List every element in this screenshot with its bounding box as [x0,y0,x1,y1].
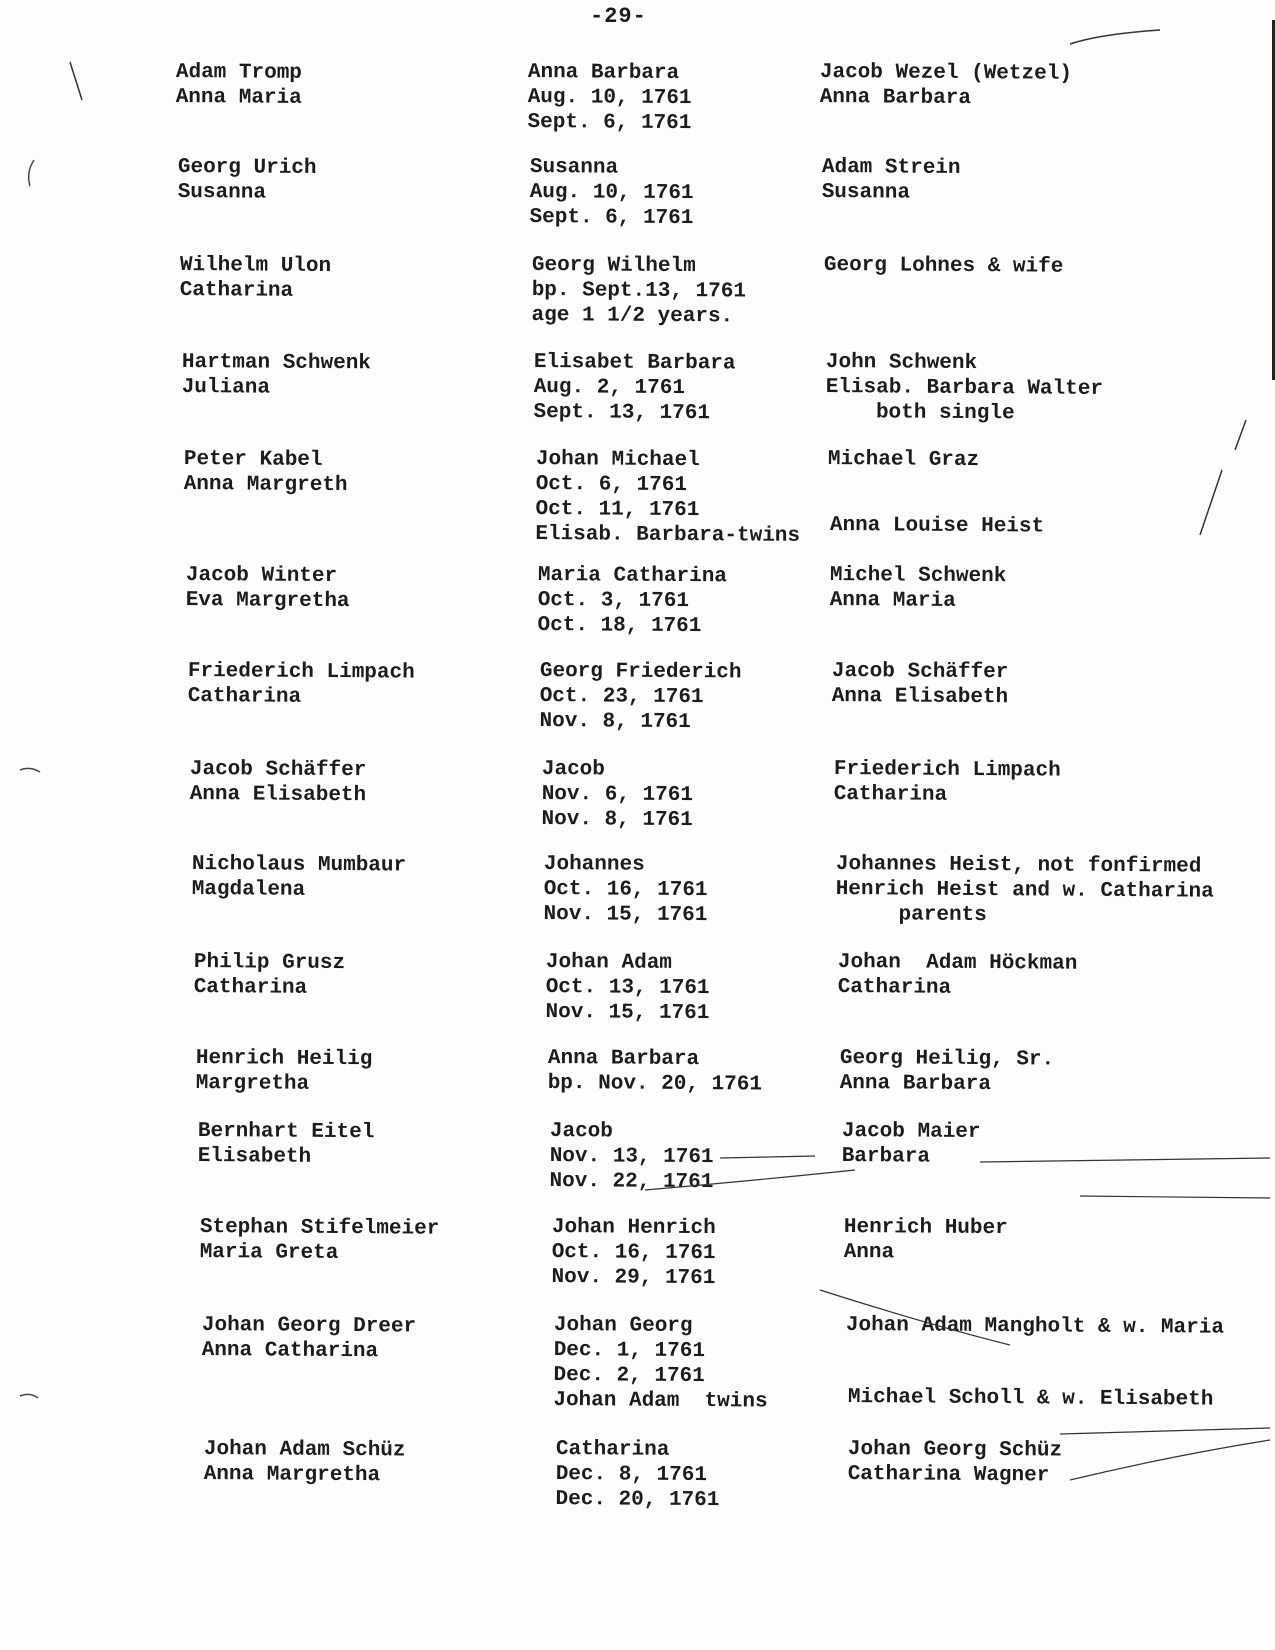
parents-line: Jacob Winter [185,564,338,589]
child-line: Georg Wilhelm [531,253,696,279]
child-line: Johan Georg [553,1314,693,1338]
child-line: Johan Michael [535,447,700,473]
sponsors-line: Anna Barbara [839,1071,992,1097]
sponsors-line: Friederich Limpach [833,758,1061,783]
parents-block [190,757,367,808]
parents-line: Eva Margretha [185,588,350,614]
sponsors-extra: Anna Louise Heist [829,514,1045,539]
child-line: bp. Nov. 20, 1761 [547,1071,763,1097]
child-line: Nov. 15, 1761 [545,1000,710,1026]
child-block [535,447,800,549]
child-line: Aug. 10, 1761 [529,180,694,206]
child-block [545,950,709,1026]
sponsors-line: Anna Elisabeth [831,684,1009,710]
child-line: Dec. 2, 1761 [553,1363,705,1389]
child-line: Dec. 20, 1761 [555,1487,720,1513]
parents-line: Nicholaus Mumbaur [191,853,407,878]
child-block [533,350,735,426]
parents-block [200,1215,440,1267]
child-line: Nov. 8, 1761 [539,709,691,735]
sponsors-block [848,1437,1063,1488]
sponsors-line: Johan Adam Mangholt & w. Maria [845,1314,1225,1340]
child-block [543,852,707,928]
child-block [548,1046,763,1097]
parents-block [198,1119,375,1170]
child-block [549,1119,713,1195]
child-line: Sept. 13, 1761 [533,400,711,426]
child-line: Catharina [555,1438,670,1462]
parents-block [186,563,350,614]
child-block [527,60,691,136]
sponsors-line: Anna Barbara [819,85,972,111]
child-block [541,757,693,833]
parents-block [196,1046,373,1097]
parents-line: Catharina [193,975,308,1000]
parents-line: Wilhelm Ulon [179,253,332,279]
parents-block [202,1313,417,1364]
child-line: Oct. 18, 1761 [537,613,702,639]
sponsors-block [830,563,1007,614]
child-line: Sept. 6, 1761 [527,110,692,136]
sponsors-line: Georg Lohnes & wife [823,253,1064,279]
parents-line: Bernhart Eitel [197,1120,375,1145]
child-line: Jacob [541,758,606,782]
parents-line: Georg Urich [177,155,317,180]
sponsors-line: Anna Maria [829,588,956,613]
sponsors-block [828,447,979,473]
child-line: Oct. 16, 1761 [543,877,708,903]
sponsors-block [840,1046,1055,1097]
parents-block [188,659,415,711]
parents-line: Philip Grusz [193,951,346,976]
child-line: Maria Catharina [537,564,728,589]
child-line: Jacob [549,1120,614,1144]
child-line: Johannes [543,853,645,877]
child-block [539,659,741,735]
child-block [551,1215,715,1291]
child-block [553,1313,768,1414]
parents-block [184,447,348,498]
sponsors-line: John Schwenk [825,350,978,376]
child-line: Nov. 22, 1761 [549,1169,714,1195]
sponsors-block [825,350,1103,427]
child-line: Anna Barbara [547,1047,700,1072]
sponsors-block [842,1119,981,1170]
parents-line: Margretha [195,1071,310,1096]
sponsors-line: both single [825,400,1015,426]
parents-line: Juliana [181,375,271,400]
parents-line: Catharina [179,278,294,303]
child-line: Oct. 23, 1761 [539,684,704,710]
parents-line: Peter Kabel [183,447,323,472]
child-line: Oct. 3, 1761 [537,588,690,614]
parents-line: Anna Margretha [203,1462,381,1488]
parents-line: Elisabeth [197,1144,312,1169]
sponsors-block [844,1215,1008,1266]
child-line: Anna Barbara [527,60,680,86]
sponsors-line: Jacob Schäffer [831,660,1009,685]
child-line: Nov. 15, 1761 [543,902,708,928]
sponsors-line: Michael Graz [827,447,980,473]
sponsors-line: Barbara [841,1144,931,1169]
sponsors-block [824,253,1064,280]
sponsors-line: Jacob Wezel (Wetzel) [819,60,1073,86]
sponsors-block [838,950,1078,1002]
sponsors-line: Johannes Heist, not fonfirmed [835,853,1202,879]
parents-line: Anna Margreth [183,472,348,498]
child-line: Aug. 2, 1761 [533,375,686,401]
child-line: Dec. 1, 1761 [553,1338,706,1364]
child-line: Elisab. Barbara-twins [535,522,801,548]
sponsors-line: Michel Schwenk [829,564,1007,589]
parents-line: Hartman Schwenk [181,350,372,376]
parents-block [176,60,302,111]
parents-line: Anna Maria [175,85,302,110]
sponsors-block [822,155,961,206]
sponsors-line: Jacob Maier [841,1120,981,1144]
sponsors-extra: Michael Scholl & w. Elisabeth [847,1386,1214,1412]
parents-block [180,253,332,304]
sponsors-line: Henrich Heist and w. Catharina [835,877,1214,904]
parents-line: Maria Greta [199,1240,339,1265]
parents-block [192,852,407,903]
child-line: bp. Sept.13, 1761 [531,278,747,304]
parents-line: Adam Tromp [175,60,303,85]
child-line: Aug. 10, 1761 [527,85,692,111]
parents-line: Friederich Limpach [187,660,415,685]
parents-block [204,1437,406,1488]
child-line: Nov. 29, 1761 [551,1265,716,1291]
sponsors-line: Johan Georg Schüz [847,1438,1063,1463]
child-line: Nov. 6, 1761 [541,782,694,808]
sponsors-line: Johan Adam Höckman [837,951,1078,976]
parents-line: Anna Catharina [201,1338,379,1364]
sponsors-block [835,852,1214,930]
child-line: Johan Adam twins [553,1388,768,1414]
sponsors-line: Catharina Wagner [847,1462,1050,1488]
child-line: Oct. 16, 1761 [551,1240,716,1266]
parents-block [182,350,371,401]
parents-line: Johan Georg Dreer [201,1314,417,1339]
sponsors-line: Elisab. Barbara Walter [825,375,1104,401]
parents-line: Anna Elisabeth [189,782,367,808]
sponsors-line: Henrich Huber [843,1216,1008,1241]
page-number: -29- [590,4,647,29]
parents-line: Catharina [187,684,302,709]
child-line: Nov. 13, 1761 [549,1144,714,1170]
child-line: Dec. 8, 1761 [555,1462,708,1488]
child-line: Elisabet Barbara [533,350,736,376]
child-line: Nov. 8, 1761 [541,807,693,833]
sponsors-block [846,1313,1224,1341]
parents-block [178,155,317,206]
child-line: Susanna [529,155,619,180]
sponsors-line: Georg Heilig, Sr. [839,1047,1055,1072]
parents-block [194,950,346,1001]
sponsors-block [832,659,1009,710]
parents-line: Magdalena [191,877,306,902]
child-block [529,155,693,231]
child-line: Georg Friederich [539,660,742,685]
sponsors-line: Susanna [821,180,911,205]
parents-line: Stephan Stifelmeier [199,1216,440,1241]
child-line: Oct. 6, 1761 [535,472,688,498]
sponsors-block [820,60,1072,112]
parents-line: Henrich Heilig [195,1047,373,1072]
sponsors-line: Anna [843,1240,895,1265]
child-block [531,253,746,329]
child-block [537,563,727,639]
sponsors-line: Adam Strein [821,155,961,180]
sponsors-line: Catharina [833,782,948,807]
sponsors-line: Catharina [837,975,952,1000]
child-line: age 1 1/2 years. [531,303,734,329]
sponsors-block [834,757,1061,809]
child-line: Sept. 6, 1761 [529,205,694,231]
parents-line: Susanna [177,180,267,205]
sponsors-line: parents [835,902,987,928]
parents-line: Jacob Schäffer [189,758,367,783]
parents-line: Johan Adam Schüz [203,1438,406,1463]
child-line: Oct. 11, 1761 [535,497,700,523]
child-block [555,1437,719,1513]
child-line: Johan Adam [545,951,673,975]
child-line: Johan Henrich [551,1216,716,1241]
child-line: Oct. 13, 1761 [545,975,710,1001]
